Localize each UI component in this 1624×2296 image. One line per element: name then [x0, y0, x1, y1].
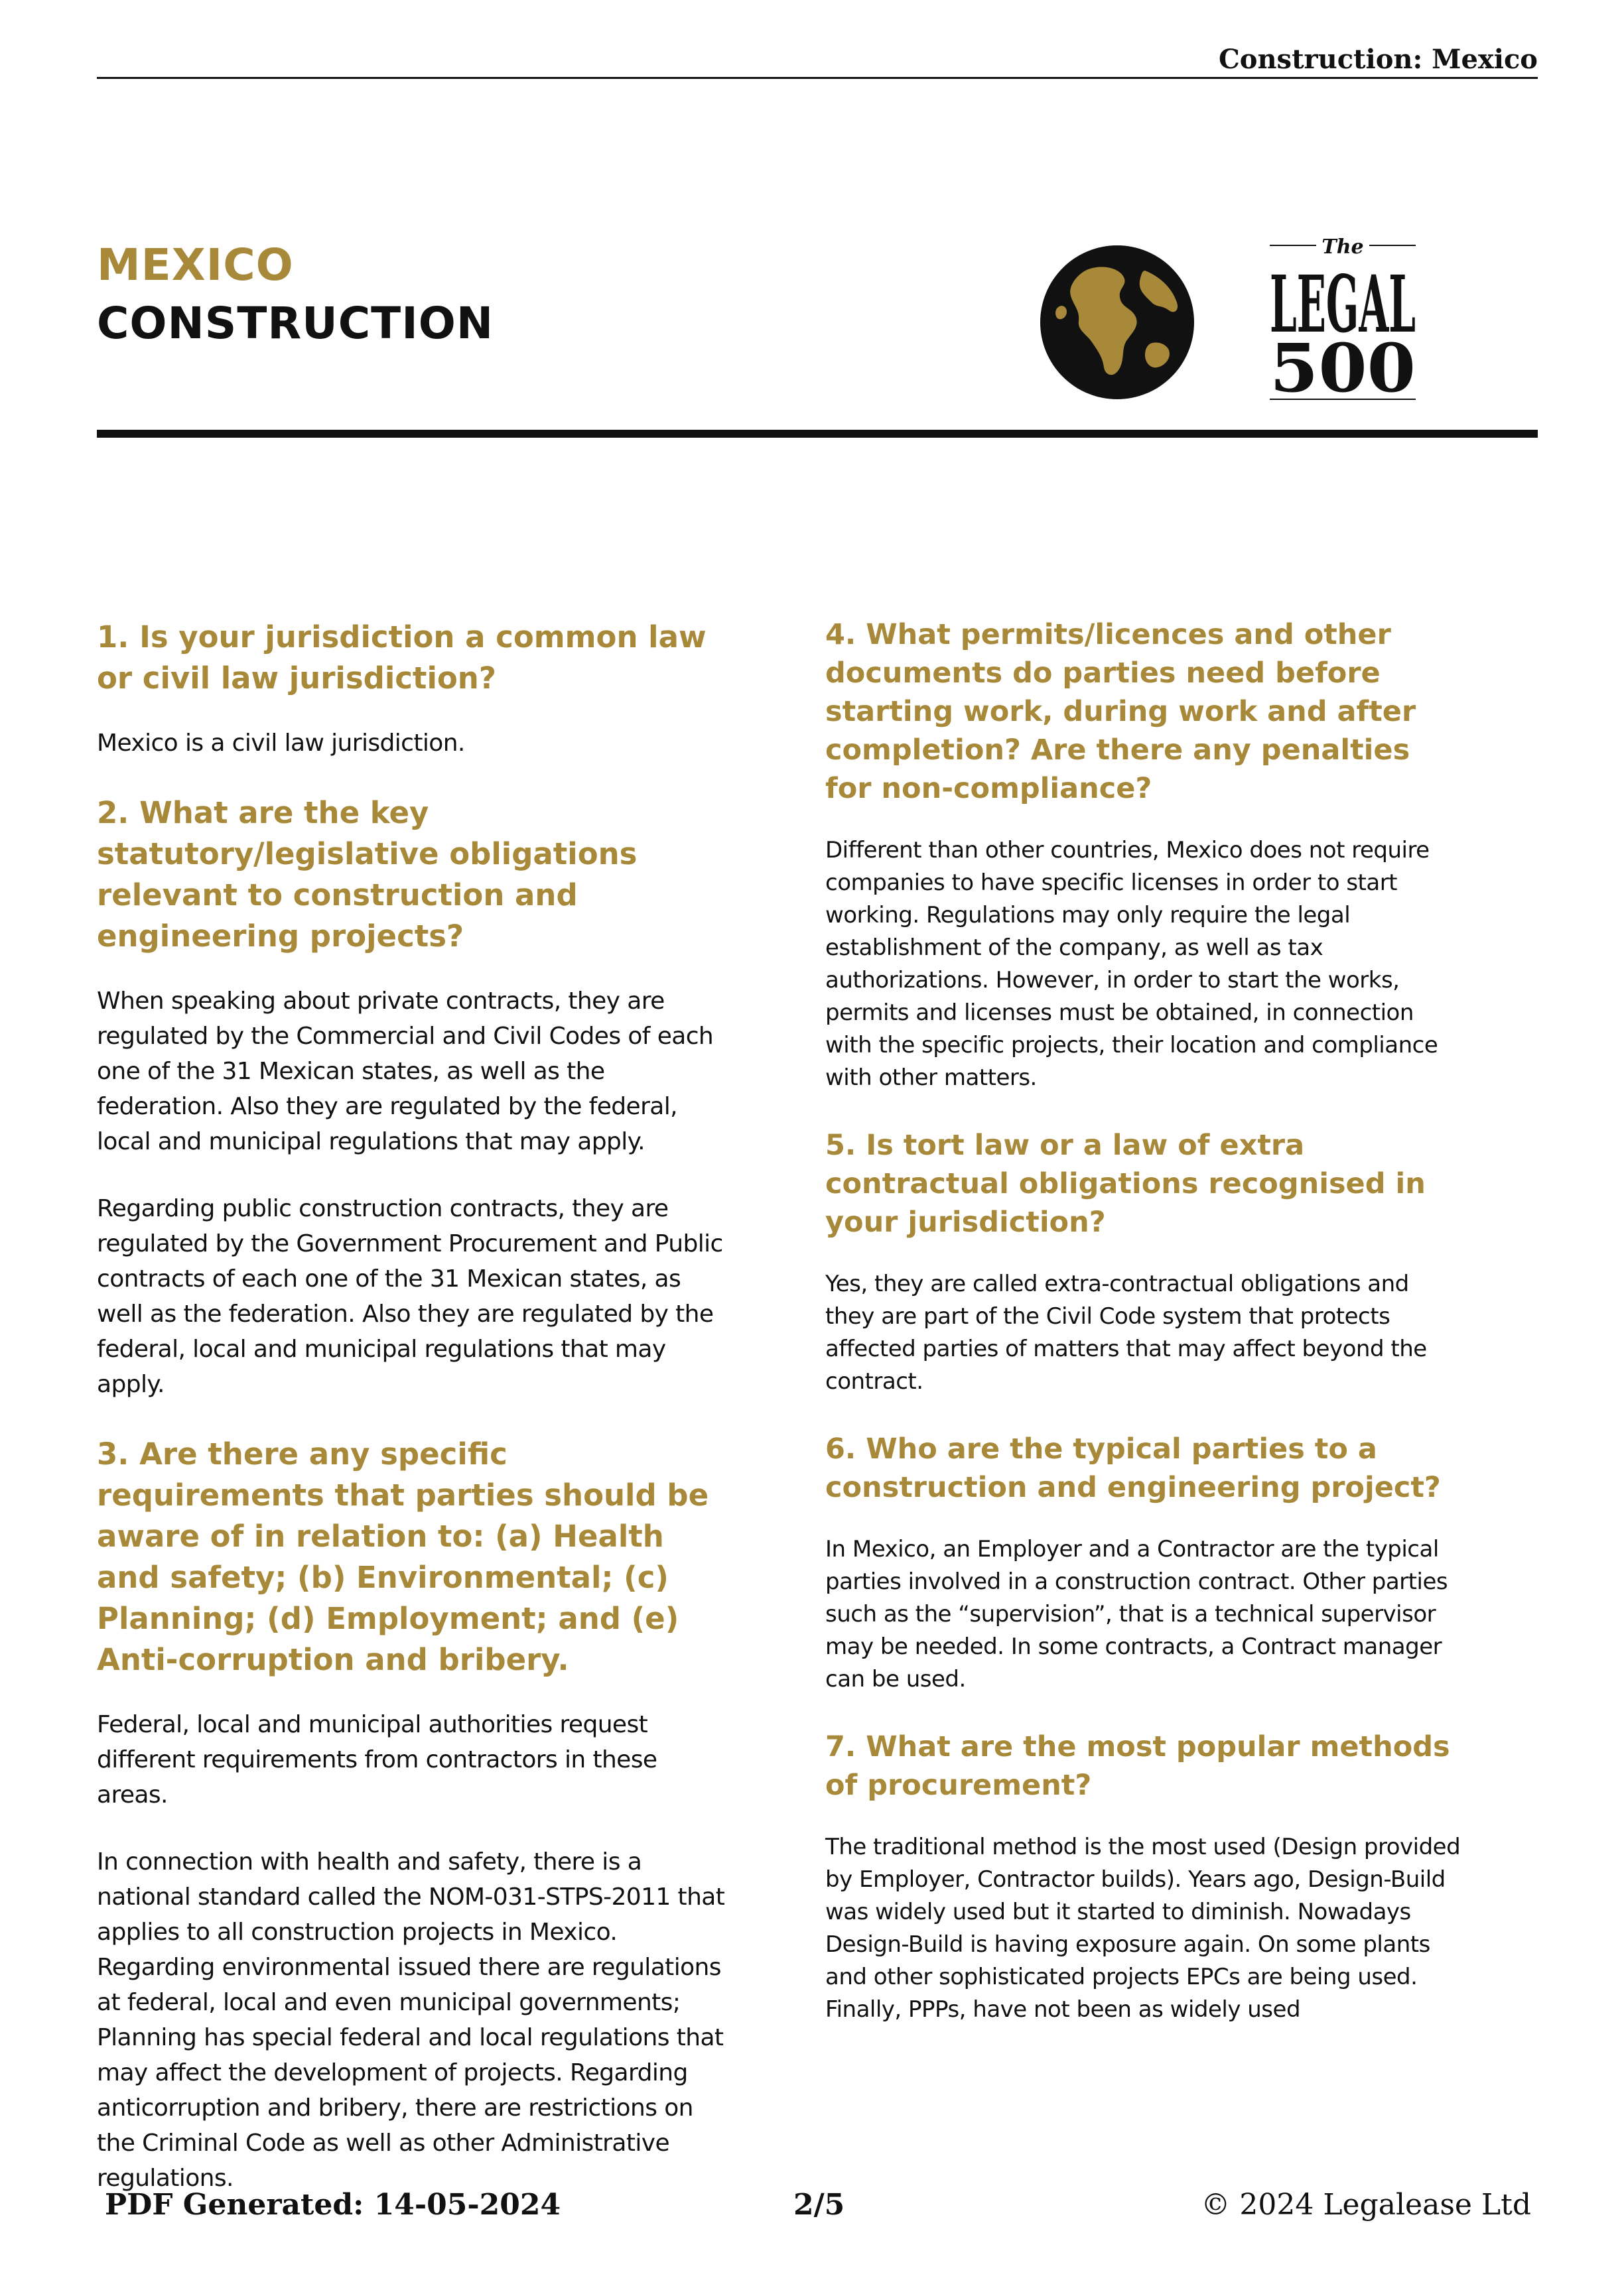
- title-divider: [97, 430, 1538, 438]
- title-country: MEXICO: [97, 239, 294, 290]
- qa-section-7: [825, 1728, 1462, 2026]
- left-column: [97, 617, 734, 2228]
- footer-copyright: © 2024 Legalease Ltd: [1201, 2188, 1531, 2222]
- answer-paragraph: In connection with health and safety, there is a national standard called the NOM-031-STPS-2011 that applies to all construction projects in Mexico. Regarding environmental issued there are regulations at federal, local and even municipal governments; Planning has special federal and local regulations that may affect the development of projects. Regarding anticorruption and bribery, there are restrictions on the Criminal Code as well as other Administrative regulations.: [97, 1848, 725, 2192]
- footer-page-number: 2/5: [793, 2188, 845, 2222]
- answer-paragraph: In Mexico, an Employer and a Contractor are the typical parties involved in a construction contract. Other parties such as the “supervision”, that is a technical supervisor may be needed. In some contracts, a Contract manager can be used.: [825, 1536, 1448, 1692]
- question-heading: 4. What permits/licences and other documents do parties need before starting work, during work and after completion? Are there any penalties for non-compliance?: [825, 618, 1416, 805]
- logo-small-text: The: [1321, 235, 1364, 259]
- qa-section-2: [97, 793, 734, 1402]
- running-header: Construction: Mexico: [1218, 44, 1538, 75]
- globe-icon: [1039, 244, 1195, 401]
- title-topic: CONSTRUCTION: [97, 298, 494, 349]
- question-heading: 7. What are the most popular methods of procurement?: [825, 1730, 1450, 1802]
- answer-paragraph: When speaking about private contracts, they are regulated by the Commercial and Civil Codes of each one of the 31 Mexican states, as well as the federation. Also they are regulated by the federal, local and municipal regulations that may apply.: [97, 988, 714, 1155]
- question-heading: 5. Is tort law or a law of extra contractual obligations recognised in your jurisdiction?: [825, 1129, 1426, 1239]
- logo-number: 500: [1270, 329, 1416, 407]
- legal-500-logo: [1263, 232, 1422, 405]
- answer-paragraph: Different than other countries, Mexico does not require companies to have specific licenses in order to start working. Regulations may only require the legal establishment of the company, as well as tax authorizations. However, in order to start the works, permits and licenses must be obtained, in connection with the specific projects, their location and compliance with other matters.: [825, 837, 1438, 1091]
- right-column: [825, 615, 1462, 2058]
- answer-paragraph: The traditional method is the most used (Design provided by Employer, Contractor builds). Years ago, Design-Build was widely used but it started to diminish. Nowadays Design-Build is having exposure again. On some plants and other sophisticated projects EPCs are being used. Finally, PPPs, have not been as widely used: [825, 1834, 1461, 2023]
- logo-word: LEGAL: [1270, 258, 1416, 350]
- header-divider: [97, 77, 1538, 79]
- qa-section-4: [825, 615, 1462, 1094]
- answer-paragraph: Mexico is a civil law jurisdiction.: [97, 730, 465, 757]
- qa-section-1: [97, 617, 734, 761]
- question-heading: 6. Who are the typical parties to a construction and engineering project?: [825, 1433, 1441, 1504]
- question-heading: 1. Is your jurisdiction a common law or civil law jurisdiction?: [97, 619, 707, 696]
- answer-paragraph: Yes, they are called extra-contractual obligations and they are part of the Civil Code system that protects affected parties of matters that may affect beyond the contract.: [825, 1271, 1427, 1395]
- qa-section-6: [825, 1430, 1462, 1696]
- question-heading: 2. What are the key statutory/legislative obligations relevant to construction and engineering projects?: [97, 795, 638, 954]
- answer-paragraph: Federal, local and municipal authorities request different requirements from contractors in these areas.: [97, 1711, 657, 1809]
- qa-section-5: [825, 1126, 1462, 1398]
- answer-paragraph: Regarding public construction contracts, they are regulated by the Government Procurement and Public contracts of each one of the 31 Mexican states, as well as the federation. Also they are regulated by the federal, local and municipal regulations that may apply.: [97, 1195, 723, 1398]
- question-heading: 3. Are there any specific requirements that parties should be aware of in relation to: (a) Health and safety; (b) Environmental; (c) Planning; (d) Employment; and (e) Anti-corruption and bribery.: [97, 1436, 709, 1677]
- qa-section-3: [97, 1434, 734, 2196]
- footer-generated-date: PDF Generated: 14-05-2024: [105, 2188, 561, 2222]
